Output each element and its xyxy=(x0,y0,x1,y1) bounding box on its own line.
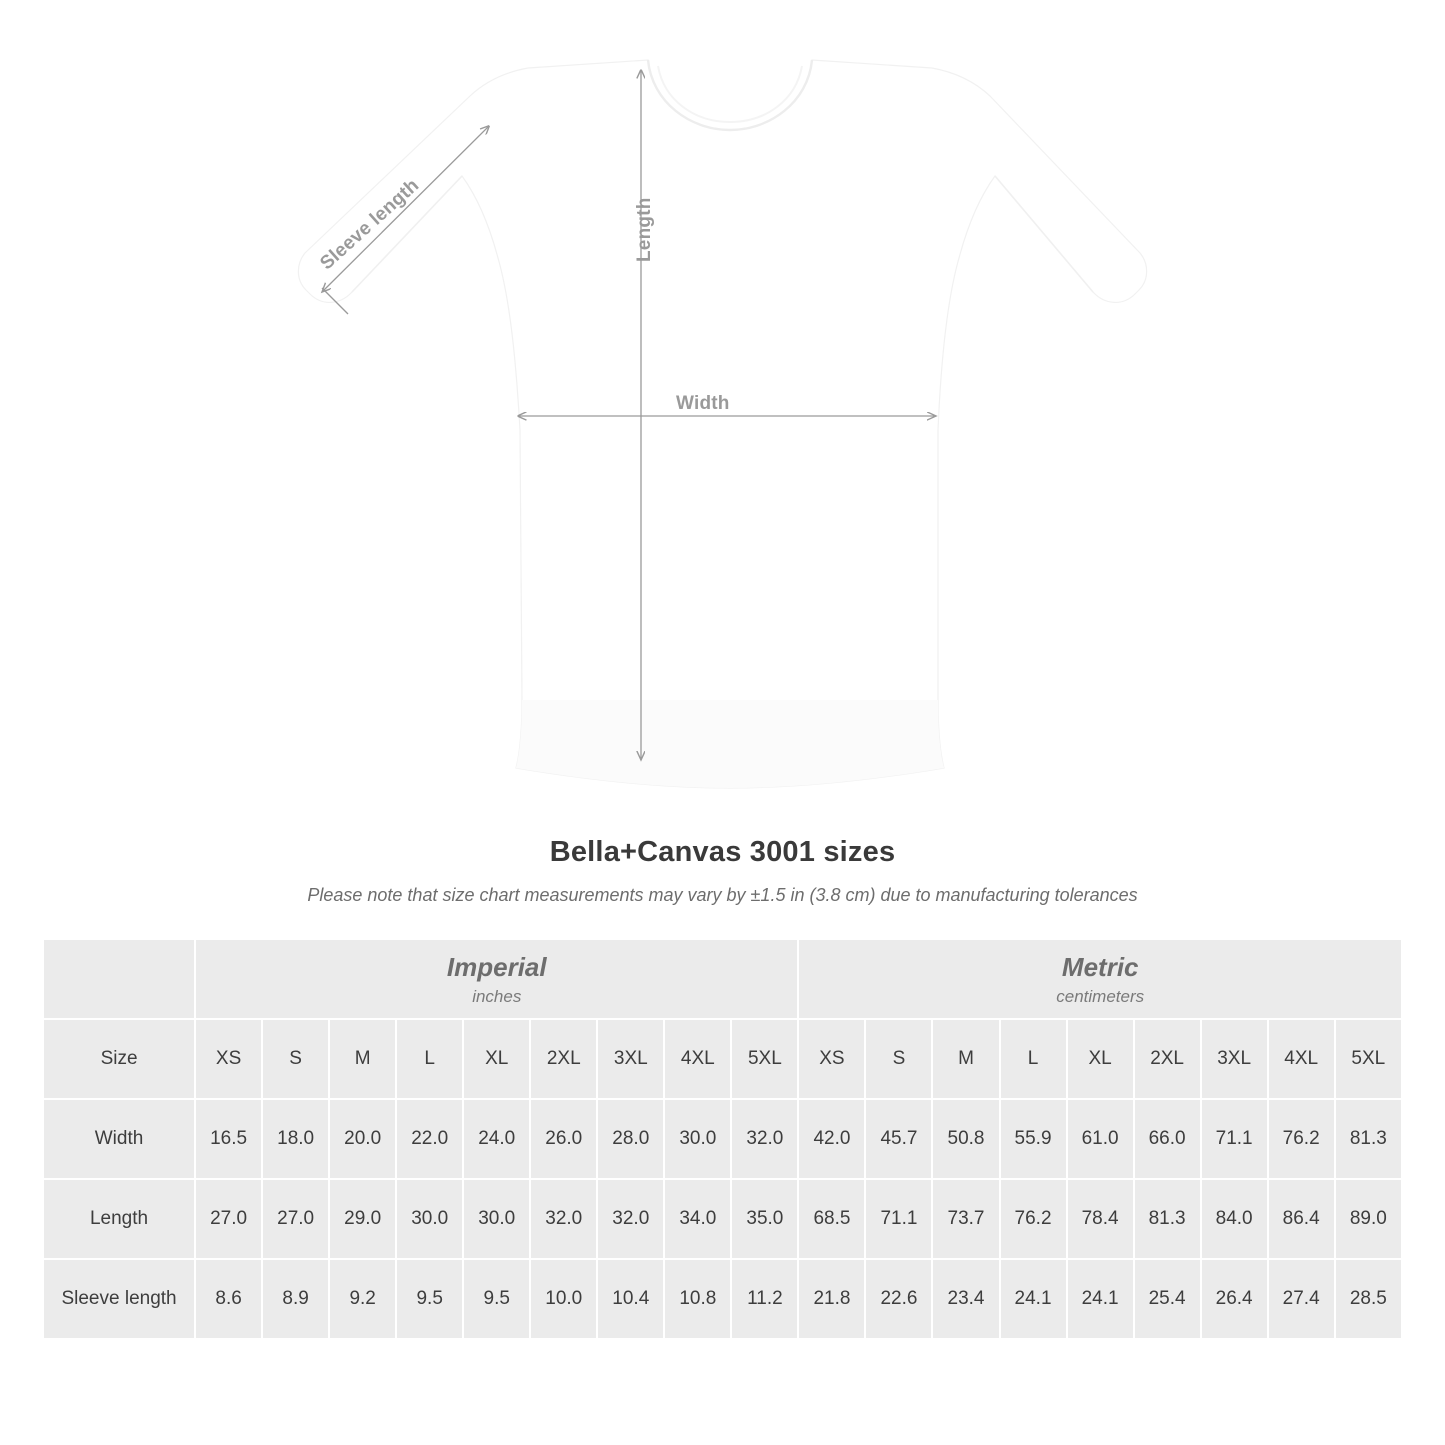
col-head-imperial-xs: XS xyxy=(196,1020,261,1098)
col-head-metric-l: L xyxy=(1001,1020,1066,1098)
cell-length-in-l: 30.0 xyxy=(397,1180,462,1258)
cell-sleeve-cm-xs: 21.8 xyxy=(799,1260,864,1338)
row-label-width: Width xyxy=(44,1100,194,1178)
cell-width-in-4xl: 30.0 xyxy=(665,1100,730,1178)
unit-header-metric xyxy=(799,940,1401,1018)
cell-length-in-2xl: 32.0 xyxy=(531,1180,596,1258)
unit-name-metric: Metric xyxy=(1061,952,1139,983)
unit-name-imperial: Imperial xyxy=(446,952,547,983)
cell-width-cm-xl: 61.0 xyxy=(1068,1100,1133,1178)
col-head-imperial-xl: XL xyxy=(464,1020,529,1098)
cell-length-in-4xl: 34.0 xyxy=(665,1180,730,1258)
header-size-label: Size xyxy=(44,1020,194,1098)
cell-width-in-5xl: 32.0 xyxy=(732,1100,797,1178)
cell-length-cm-xl: 78.4 xyxy=(1068,1180,1133,1258)
cell-length-cm-2xl: 81.3 xyxy=(1135,1180,1200,1258)
table-row-sleeve-length xyxy=(44,1260,1401,1338)
cell-sleeve-cm-2xl: 25.4 xyxy=(1135,1260,1200,1338)
cell-sleeve-in-5xl: 11.2 xyxy=(732,1260,797,1338)
cell-length-in-5xl: 35.0 xyxy=(732,1180,797,1258)
cell-sleeve-cm-5xl: 28.5 xyxy=(1336,1260,1401,1338)
cell-sleeve-in-xl: 9.5 xyxy=(464,1260,529,1338)
cell-length-cm-xs: 68.5 xyxy=(799,1180,864,1258)
cell-length-cm-4xl: 86.4 xyxy=(1269,1180,1334,1258)
tolerance-note: Please note that size chart measurements may vary by ±1.5 in (3.8 cm) due to manufacturing tolerances xyxy=(307,885,1138,905)
col-head-imperial-4xl: 4XL xyxy=(665,1020,730,1098)
cell-width-cm-4xl: 76.2 xyxy=(1269,1100,1334,1178)
page-title: Bella+Canvas 3001 sizes xyxy=(549,836,896,868)
col-head-imperial-m: M xyxy=(330,1020,395,1098)
col-head-imperial-2xl: 2XL xyxy=(531,1020,596,1098)
annotation-width: Width xyxy=(676,393,730,414)
col-head-metric-xl: XL xyxy=(1068,1020,1133,1098)
cell-length-in-3xl: 32.0 xyxy=(598,1180,663,1258)
cell-sleeve-cm-xl: 24.1 xyxy=(1068,1260,1133,1338)
table-row-units xyxy=(44,940,1401,1018)
unit-sub-metric: centimeters xyxy=(1056,986,1145,1006)
heading-block xyxy=(0,836,1445,906)
cell-sleeve-cm-s: 22.6 xyxy=(866,1260,931,1338)
unit-sub-imperial: inches xyxy=(472,986,522,1006)
col-head-metric-m: M xyxy=(933,1020,998,1098)
cell-width-in-xs: 16.5 xyxy=(196,1100,261,1178)
cell-length-cm-m: 73.7 xyxy=(933,1180,998,1258)
cell-sleeve-in-3xl: 10.4 xyxy=(598,1260,663,1338)
cell-width-cm-s: 45.7 xyxy=(866,1100,931,1178)
cell-length-cm-s: 71.1 xyxy=(866,1180,931,1258)
cell-length-in-s: 27.0 xyxy=(263,1180,328,1258)
cell-length-in-m: 29.0 xyxy=(330,1180,395,1258)
cell-width-in-xl: 24.0 xyxy=(464,1100,529,1178)
col-head-metric-3xl: 3XL xyxy=(1202,1020,1267,1098)
cell-length-cm-l: 76.2 xyxy=(1001,1180,1066,1258)
cell-width-cm-l: 55.9 xyxy=(1001,1100,1066,1178)
col-head-imperial-3xl: 3XL xyxy=(598,1020,663,1098)
col-head-metric-2xl: 2XL xyxy=(1135,1020,1200,1098)
col-head-imperial-s: S xyxy=(263,1020,328,1098)
annotation-length: Length xyxy=(634,197,655,262)
annotation-sleeve-length: Sleeve length xyxy=(316,174,424,275)
cell-width-in-m: 20.0 xyxy=(330,1100,395,1178)
cell-width-cm-m: 50.8 xyxy=(933,1100,998,1178)
cell-sleeve-cm-l: 24.1 xyxy=(1001,1260,1066,1338)
col-head-metric-5xl: 5XL xyxy=(1336,1020,1401,1098)
cell-length-cm-5xl: 89.0 xyxy=(1336,1180,1401,1258)
cell-sleeve-in-s: 8.9 xyxy=(263,1260,328,1338)
cell-width-in-l: 22.0 xyxy=(397,1100,462,1178)
col-head-metric-s: S xyxy=(866,1020,931,1098)
table-row-length xyxy=(44,1180,1401,1258)
row-label-length: Length xyxy=(44,1180,194,1258)
cell-width-in-2xl: 26.0 xyxy=(531,1100,596,1178)
cell-width-cm-3xl: 71.1 xyxy=(1202,1100,1267,1178)
size-table-wrapper xyxy=(42,938,1403,1340)
unit-header-imperial xyxy=(196,940,797,1018)
table-row-sizes xyxy=(44,1020,1401,1098)
col-head-imperial-5xl: 5XL xyxy=(732,1020,797,1098)
cell-sleeve-cm-m: 23.4 xyxy=(933,1260,998,1338)
table-row-width xyxy=(44,1100,1401,1178)
cell-width-cm-5xl: 81.3 xyxy=(1336,1100,1401,1178)
cell-sleeve-cm-4xl: 27.4 xyxy=(1269,1260,1334,1338)
cell-sleeve-in-xs: 8.6 xyxy=(196,1260,261,1338)
col-head-metric-xs: XS xyxy=(799,1020,864,1098)
cell-length-cm-3xl: 84.0 xyxy=(1202,1180,1267,1258)
cell-length-in-xs: 27.0 xyxy=(196,1180,261,1258)
cell-width-in-3xl: 28.0 xyxy=(598,1100,663,1178)
size-table xyxy=(42,938,1403,1340)
unit-header-blank xyxy=(44,940,194,1018)
cell-sleeve-in-l: 9.5 xyxy=(397,1260,462,1338)
cell-length-in-xl: 30.0 xyxy=(464,1180,529,1258)
cell-width-cm-2xl: 66.0 xyxy=(1135,1100,1200,1178)
row-label-sleeve-length: Sleeve length xyxy=(44,1260,194,1338)
col-head-imperial-l: L xyxy=(397,1020,462,1098)
col-head-metric-4xl: 4XL xyxy=(1269,1020,1334,1098)
cell-width-in-s: 18.0 xyxy=(263,1100,328,1178)
cell-sleeve-in-2xl: 10.0 xyxy=(531,1260,596,1338)
cell-sleeve-cm-3xl: 26.4 xyxy=(1202,1260,1267,1338)
cell-sleeve-in-4xl: 10.8 xyxy=(665,1260,730,1338)
cell-width-cm-xs: 42.0 xyxy=(799,1100,864,1178)
cell-sleeve-in-m: 9.2 xyxy=(330,1260,395,1338)
